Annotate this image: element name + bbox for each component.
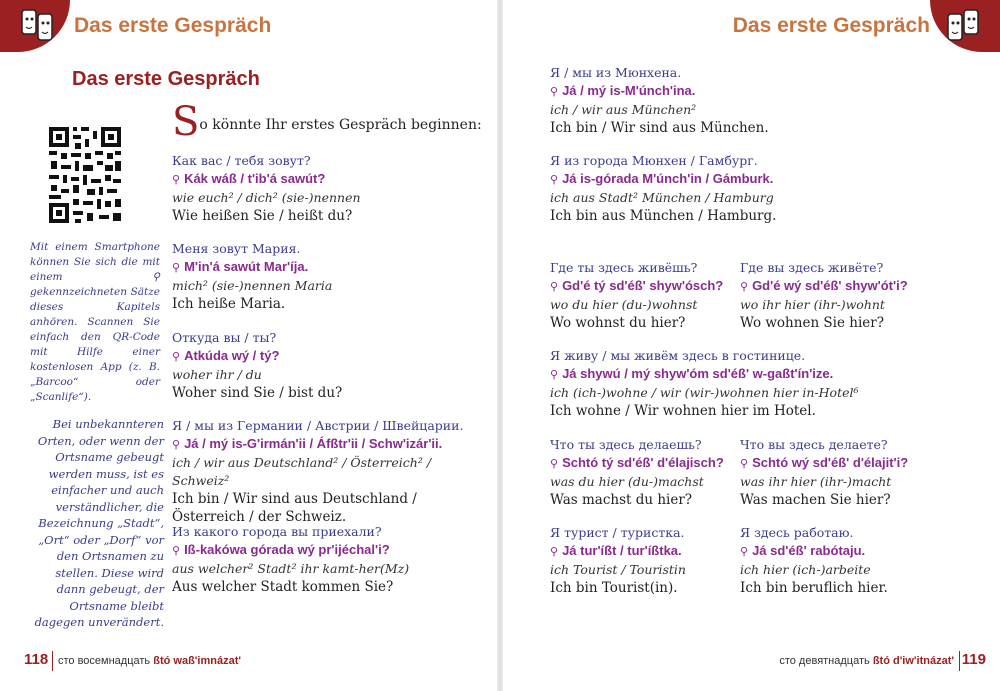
german-translation-text: Wo wohnst du hier? <box>550 315 686 331</box>
transliteration-line-text: Schtó tý sd'éß' d'élajisch? <box>562 455 724 470</box>
gloss-line-text: ich / wir aus München² <box>550 102 697 117</box>
transliteration-line-text: Atkúda wý / tý? <box>184 348 280 363</box>
russian-line-text: Из какого города вы приехали? <box>172 524 382 539</box>
dialog-entry <box>550 347 970 420</box>
transliteration-line[interactable] <box>172 170 472 189</box>
german-translation-text: Ich bin / Wir sind aus München. <box>550 120 769 136</box>
transliteration-line[interactable] <box>172 435 472 454</box>
german-translation <box>172 490 472 526</box>
transliteration-line-text: Kák wáß / t'ib'á sawút? <box>184 171 326 186</box>
gloss-line-text: ich Tourist / Touristin <box>550 562 686 577</box>
gloss-line <box>550 473 740 491</box>
transliteration-line-text: Já / mý is-G'irmán'ii / Áfßtr'ii / Schw'izár'ii. <box>184 436 443 451</box>
gloss-line-text: was ihr hier (ihr-)macht <box>740 474 892 489</box>
russian-line-text: Я из города Мюнхен / Гамбург. <box>550 153 758 168</box>
transliteration-line[interactable] <box>550 82 970 101</box>
ear-icon[interactable]: ⚲ <box>172 262 181 274</box>
german-translation <box>550 491 740 509</box>
ear-icon[interactable]: ⚲ <box>550 369 559 381</box>
dialog-entry <box>550 152 970 225</box>
transliteration-line-text: Já / mý is-M'únch'ina. <box>562 83 696 98</box>
transliteration-line[interactable] <box>172 258 472 277</box>
transliteration-line[interactable] <box>550 542 740 561</box>
ear-icon[interactable]: ⚲ <box>172 351 181 363</box>
gloss-line <box>550 384 970 402</box>
gloss-line <box>550 296 740 314</box>
transliteration-line[interactable] <box>172 347 472 366</box>
footer-ru-right: сто девятнадцать <box>779 655 870 667</box>
dialog-entry <box>172 523 472 596</box>
dialog-entry <box>172 329 472 402</box>
german-translation <box>172 384 472 402</box>
header-title-left: Das erste Gespräch <box>74 14 272 37</box>
gloss-line-text: ich (ich-)wohne / wir (wir-)wohnen hier in-Hotel⁶ <box>550 385 859 400</box>
dialog-entry <box>172 240 472 313</box>
footer-divider-right <box>959 651 960 671</box>
german-translation <box>550 402 970 420</box>
russian-line <box>172 329 472 347</box>
gloss-line-text: ich aus Stadt² München / Hamburg <box>550 190 774 205</box>
dialog-entry <box>740 524 950 597</box>
transliteration-line-text: Iß-kakówa górada wý pr'ijéchal'i? <box>184 542 390 557</box>
transliteration-line[interactable] <box>740 454 950 473</box>
german-translation-text: Wie heißen Sie / heißt du? <box>172 208 353 224</box>
german-translation-text: Was machst du hier? <box>550 492 693 508</box>
german-translation <box>740 579 950 597</box>
russian-line <box>550 259 740 277</box>
russian-line-text: Что ты здесь делаешь? <box>550 437 702 452</box>
transliteration-line-text: Gd'é wý sd'éß' shyw'ót'i? <box>752 278 908 293</box>
gloss-line <box>550 101 970 119</box>
transliteration-line[interactable] <box>550 277 740 296</box>
transliteration-line-text: Já shywú / mý shyw'óm sd'éß' w-gaßt'ín'ize. <box>562 366 834 381</box>
gloss-line <box>550 561 740 579</box>
qr-code-icon[interactable] <box>47 125 123 225</box>
face-logo-icon <box>18 6 58 46</box>
russian-line <box>550 524 740 542</box>
german-translation-text: Wo wohnen Sie hier? <box>740 315 884 331</box>
russian-line <box>172 240 472 258</box>
gloss-line <box>550 189 970 207</box>
russian-line <box>172 417 472 435</box>
transliteration-line-text: Já is-górada M'únch'in / Gámburk. <box>562 171 774 186</box>
german-translation <box>172 295 472 313</box>
german-translation-text: Woher sind Sie / bist du? <box>172 385 343 401</box>
transliteration-line-text: M'in'á sawút Mar'íja. <box>184 259 309 274</box>
transliteration-line-text: Schtó wý sd'éß' d'élajit'i? <box>752 455 909 470</box>
russian-line <box>740 524 950 542</box>
transliteration-line[interactable] <box>550 170 970 189</box>
russian-line-text: Откуда вы / ты? <box>172 330 277 345</box>
footer-translit-right: ßtó d'iw'itnázat' <box>872 655 954 667</box>
transliteration-line-text: Gd'é tý sd'éß' shyw'ósch? <box>562 278 724 293</box>
face-logo-icon <box>944 6 984 46</box>
right-page <box>500 0 1000 691</box>
russian-line <box>550 64 970 82</box>
german-translation-text: Aus welcher Stadt kommen Sie? <box>172 579 394 595</box>
transliteration-line[interactable] <box>172 541 472 560</box>
russian-line-text: Я живу / мы живём здесь в гостинице. <box>550 348 806 363</box>
russian-line-text: Я турист / туристка. <box>550 525 685 540</box>
russian-line <box>550 436 740 454</box>
gloss-line <box>172 366 472 384</box>
ear-icon[interactable]: ⚲ <box>550 281 559 293</box>
gloss-line-text: ich hier (ich-)arbeite <box>740 562 871 577</box>
transliteration-line[interactable] <box>740 542 950 561</box>
dialog-entry <box>740 259 950 332</box>
gloss-line-text: wo du hier (du-)wohnst <box>550 297 698 312</box>
header-corner-left <box>0 0 70 52</box>
ear-icon[interactable]: ⚲ <box>740 281 749 293</box>
ear-icon[interactable]: ⚲ <box>550 86 559 98</box>
transliteration-line[interactable] <box>550 365 970 384</box>
dialog-entry <box>172 152 472 225</box>
transliteration-line[interactable] <box>740 277 950 296</box>
footer-divider-left <box>52 651 53 671</box>
gloss-line <box>172 189 472 207</box>
cities-sidenote: Bei unbekannteren Orten, oder wenn der Ortsname gebeugt werden muss, ist es einfacher und auch verständlicher, die Bezeichnung „Stadt“, „Ort“ oder „Dorf“ vor den Ortsnamen zu stellen. Diese wird dann gebeugt, der Ortsname bleibt dagegen unverändert. <box>34 417 164 629</box>
gloss-line-text: was du hier (du-)machst <box>550 474 704 489</box>
dialog-entry <box>550 64 970 137</box>
german-translation-text: Ich bin beruflich hier. <box>740 580 888 596</box>
dialog-entry <box>550 259 740 332</box>
gloss-line <box>740 296 950 314</box>
german-translation <box>550 314 740 332</box>
german-translation-text: Ich bin / Wir sind aus Deutschland / Österreich / der Schweiz. <box>172 491 417 525</box>
russian-line <box>172 523 472 541</box>
russian-line-text: Я / мы из Мюнхена. <box>550 65 682 80</box>
intro-sentence <box>172 99 482 145</box>
page-number-left: 118 <box>24 651 49 668</box>
russian-line-text: Где вы здесь живёте? <box>740 260 884 275</box>
transliteration-line[interactable] <box>550 454 740 473</box>
ear-icon[interactable]: ⚲ <box>550 546 559 558</box>
footer-ru-left: сто восемнадцать <box>58 655 151 667</box>
ear-icon[interactable]: ⚲ <box>740 546 749 558</box>
gloss-line-text: ich / wir aus Deutschland² / Österreich² / Schweiz² <box>172 455 432 488</box>
dialog-entry <box>550 436 740 509</box>
ear-icon[interactable]: ⚲ <box>740 458 749 470</box>
intro-text: o könnte Ihr erstes Gespräch beginnen: <box>199 117 482 133</box>
gloss-line <box>172 560 472 578</box>
transliteration-line-text: Já sd'éß' rabótaju. <box>752 543 866 558</box>
german-translation-text: Was machen Sie hier? <box>740 492 891 508</box>
german-translation <box>172 207 472 225</box>
gloss-line-text: woher ihr / du <box>172 367 262 382</box>
dialog-entry <box>172 417 472 526</box>
german-translation <box>550 119 970 137</box>
german-translation-text: Ich heiße Maria. <box>172 296 286 312</box>
footer-text-right <box>779 655 954 667</box>
german-translation-text: Ich wohne / Wir wohnen hier im Hotel. <box>550 403 816 419</box>
german-translation <box>550 579 740 597</box>
ear-icon[interactable]: ⚲ <box>550 174 559 186</box>
russian-line <box>550 347 970 365</box>
header-corner-right <box>930 0 1000 52</box>
gloss-line <box>740 473 950 491</box>
russian-line <box>172 152 472 170</box>
russian-line-text: Я здесь работаю. <box>740 525 854 540</box>
russian-line-text: Как вас / тебя зовут? <box>172 153 311 168</box>
dialog-entry <box>550 524 740 597</box>
german-translation <box>172 578 472 596</box>
russian-line-text: Где ты здесь живёшь? <box>550 260 698 275</box>
gloss-line-text: mich² (sie-)nennen Maria <box>172 278 333 293</box>
footer-text-left <box>58 655 241 667</box>
german-translation <box>740 491 950 509</box>
gloss-line <box>172 454 472 490</box>
russian-line <box>740 436 950 454</box>
german-translation-text: Ich bin aus München / Hamburg. <box>550 208 777 224</box>
header-title-right: Das erste Gespräch <box>732 14 930 37</box>
gloss-line-text: aus welcher² Stadt² ihr kamt-her(Mz) <box>172 561 410 576</box>
transliteration-line-text: Já tur'íßt / tur'íßtka. <box>562 543 682 558</box>
gloss-line-text: wie euch² / dich² (sie-)nennen <box>172 190 361 205</box>
page-number-right: 119 <box>961 651 986 668</box>
russian-line <box>550 152 970 170</box>
russian-line-text: Что вы здесь делаете? <box>740 437 888 452</box>
gloss-line <box>172 277 472 295</box>
footer-translit-left: ßtó waß'imnázat' <box>153 655 241 667</box>
drop-cap: S <box>172 99 200 145</box>
german-translation-text: Ich bin Tourist(in). <box>550 580 678 596</box>
german-translation <box>740 314 950 332</box>
qr-sidenote: Mit einem Smartphone können Sie sich die mit einem ⚲ gekennzeichneten Sätze dieses Kapitels anhören. Scannen Sie einfach den QR-Code mit Hilfe einer kostenlosen App (z. B. „Barcoo“ oder „Scanlife“). <box>30 241 160 403</box>
gloss-line <box>740 561 950 579</box>
russian-line-text: Меня зовут Мария. <box>172 241 301 256</box>
ear-icon[interactable]: ⚲ <box>172 439 181 451</box>
ear-icon[interactable]: ⚲ <box>172 545 181 557</box>
ear-icon[interactable]: ⚲ <box>550 458 559 470</box>
ear-icon[interactable]: ⚲ <box>172 174 181 186</box>
german-translation <box>550 207 970 225</box>
russian-line <box>740 259 950 277</box>
section-title: Das erste Gespräch <box>72 68 260 90</box>
russian-line-text: Я / мы из Германии / Австрии / Швейцарии. <box>172 418 464 433</box>
dialog-entry <box>740 436 950 509</box>
gloss-line-text: wo ihr hier (ihr-)wohnt <box>740 297 885 312</box>
